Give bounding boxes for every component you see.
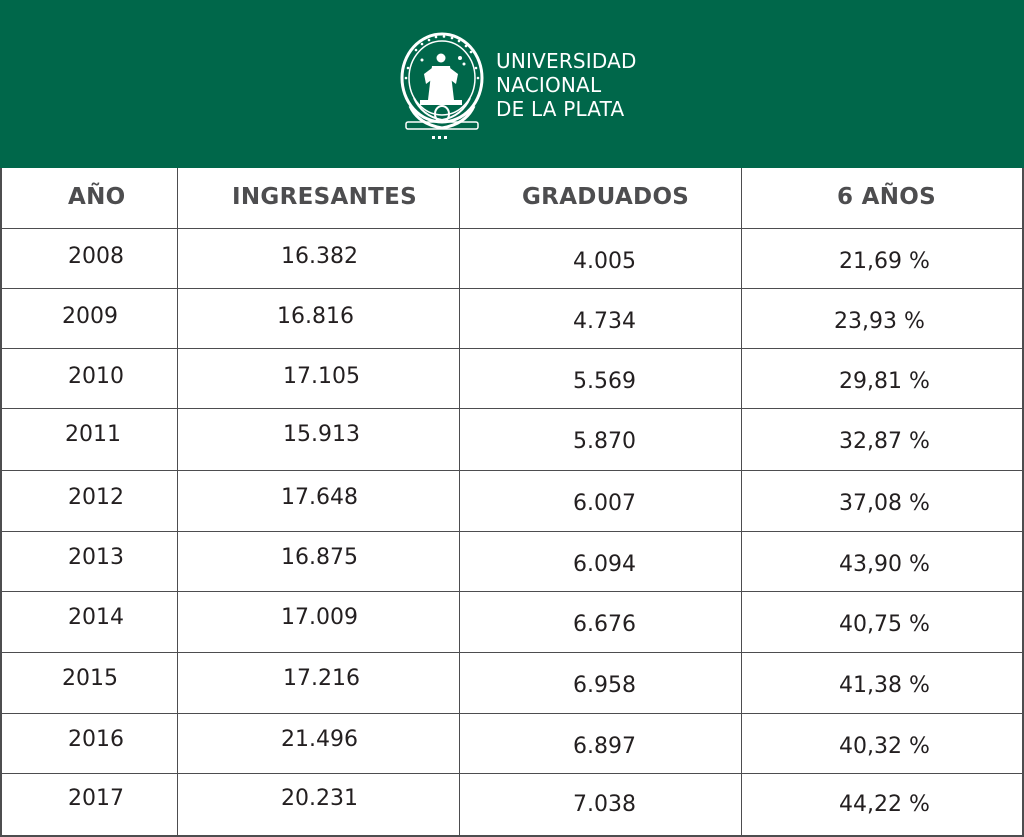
cell-six-years-pct: 41,38 % <box>839 673 930 698</box>
unlp-seal-icon <box>396 28 492 146</box>
cell-graduados: 6.094 <box>573 552 636 577</box>
cell-ingresantes-container <box>178 229 460 288</box>
cell-graduados: 5.870 <box>573 429 636 454</box>
cell-ingresantes: 16.875 <box>281 545 358 570</box>
cell-year: 2008 <box>68 244 124 269</box>
cell-year: 2015 <box>62 666 118 691</box>
cell-ingresantes-container <box>178 592 460 652</box>
cell-graduados-container <box>460 532 742 591</box>
cell-year: 2017 <box>68 786 124 811</box>
cell-six-years-pct-container <box>742 349 1022 408</box>
wordmark-line2: NACIONAL <box>496 73 602 97</box>
header-graduados-cell <box>460 168 742 228</box>
table-header-row <box>2 168 1022 229</box>
header-year-cell <box>2 168 178 228</box>
cell-year: 2016 <box>68 727 124 752</box>
cell-six-years-pct-container <box>742 229 1022 288</box>
cell-ingresantes: 17.105 <box>283 364 360 389</box>
cell-year-container <box>2 471 178 531</box>
cell-six-years-pct-container <box>742 653 1022 713</box>
cell-ingresantes-container <box>178 714 460 773</box>
cell-graduados: 5.569 <box>573 369 636 394</box>
table-row <box>2 349 1022 409</box>
graduates-table <box>0 168 1024 837</box>
cell-six-years-pct: 23,93 % <box>834 309 925 334</box>
cell-graduados: 4.734 <box>573 309 636 334</box>
table-row <box>2 471 1022 532</box>
cell-six-years-pct-container <box>742 774 1022 835</box>
cell-six-years-pct: 44,22 % <box>839 792 930 817</box>
cell-graduados: 6.897 <box>573 734 636 759</box>
cell-six-years-pct: 32,87 % <box>839 429 930 454</box>
cell-ingresantes-container <box>178 289 460 348</box>
cell-year-container <box>2 714 178 773</box>
cell-graduados: 7.038 <box>573 792 636 817</box>
header-six-years: 6 AÑOS <box>837 184 936 210</box>
cell-ingresantes-container <box>178 532 460 591</box>
header-ingresantes: INGRESANTES <box>232 184 417 210</box>
cell-ingresantes-container <box>178 409 460 470</box>
cell-ingresantes: 15.913 <box>283 422 360 447</box>
header-ingresantes-cell <box>178 168 460 228</box>
table-row <box>2 653 1022 714</box>
wordmark-line3: DE LA PLATA <box>496 97 625 121</box>
cell-graduados-container <box>460 592 742 652</box>
cell-ingresantes: 21.496 <box>281 727 358 752</box>
cell-six-years-pct: 37,08 % <box>839 491 930 516</box>
cell-six-years-pct: 21,69 % <box>839 249 930 274</box>
cell-ingresantes: 16.382 <box>281 244 358 269</box>
cell-graduados-container <box>460 289 742 348</box>
cell-year-container <box>2 349 178 408</box>
cell-ingresantes: 17.009 <box>281 605 358 630</box>
cell-ingresantes: 17.216 <box>283 666 360 691</box>
cell-six-years-pct-container <box>742 471 1022 531</box>
cell-graduados-container <box>460 229 742 288</box>
cell-year: 2013 <box>68 545 124 570</box>
cell-six-years-pct-container <box>742 289 1022 348</box>
cell-graduados-container <box>460 471 742 531</box>
header-banner <box>0 0 1024 168</box>
cell-year: 2011 <box>65 422 121 447</box>
cell-six-years-pct-container <box>742 592 1022 652</box>
cell-ingresantes-container <box>178 653 460 713</box>
university-logo <box>396 28 636 146</box>
cell-graduados-container <box>460 409 742 470</box>
cell-graduados: 6.007 <box>573 491 636 516</box>
cell-graduados-container <box>460 774 742 835</box>
table-row <box>2 532 1022 592</box>
cell-graduados: 6.958 <box>573 673 636 698</box>
wordmark-line1: UNIVERSIDAD <box>496 49 637 73</box>
cell-year-container <box>2 653 178 713</box>
header-six-years-cell <box>742 168 1022 228</box>
table-row <box>2 409 1022 471</box>
cell-year-container <box>2 592 178 652</box>
cell-year: 2014 <box>68 605 124 630</box>
cell-six-years-pct-container <box>742 714 1022 773</box>
cell-ingresantes-container <box>178 774 460 835</box>
table-row <box>2 714 1022 774</box>
university-wordmark <box>496 49 637 121</box>
table-row <box>2 289 1022 349</box>
cell-graduados: 4.005 <box>573 249 636 274</box>
cell-ingresantes: 17.648 <box>281 485 358 510</box>
cell-graduados: 6.676 <box>573 612 636 637</box>
cell-ingresantes-container <box>178 349 460 408</box>
cell-ingresantes: 20.231 <box>281 786 358 811</box>
cell-six-years-pct: 29,81 % <box>839 369 930 394</box>
cell-year-container <box>2 532 178 591</box>
cell-year-container <box>2 229 178 288</box>
cell-year: 2010 <box>68 364 124 389</box>
cell-year: 2012 <box>68 485 124 510</box>
cell-six-years-pct: 40,75 % <box>839 612 930 637</box>
cell-graduados-container <box>460 653 742 713</box>
cell-graduados-container <box>460 349 742 408</box>
cell-six-years-pct-container <box>742 532 1022 591</box>
cell-year-container <box>2 774 178 835</box>
cell-year-container <box>2 289 178 348</box>
cell-six-years-pct-container <box>742 409 1022 470</box>
header-year: AÑO <box>68 184 126 210</box>
cell-ingresantes: 16.816 <box>277 304 354 329</box>
cell-graduados-container <box>460 714 742 773</box>
table-row <box>2 592 1022 653</box>
cell-ingresantes-container <box>178 471 460 531</box>
cell-six-years-pct: 43,90 % <box>839 552 930 577</box>
cell-six-years-pct: 40,32 % <box>839 734 930 759</box>
cell-year: 2009 <box>62 304 118 329</box>
table-row <box>2 774 1022 837</box>
cell-year-container <box>2 409 178 470</box>
table-row <box>2 229 1022 289</box>
header-graduados: GRADUADOS <box>522 184 690 210</box>
